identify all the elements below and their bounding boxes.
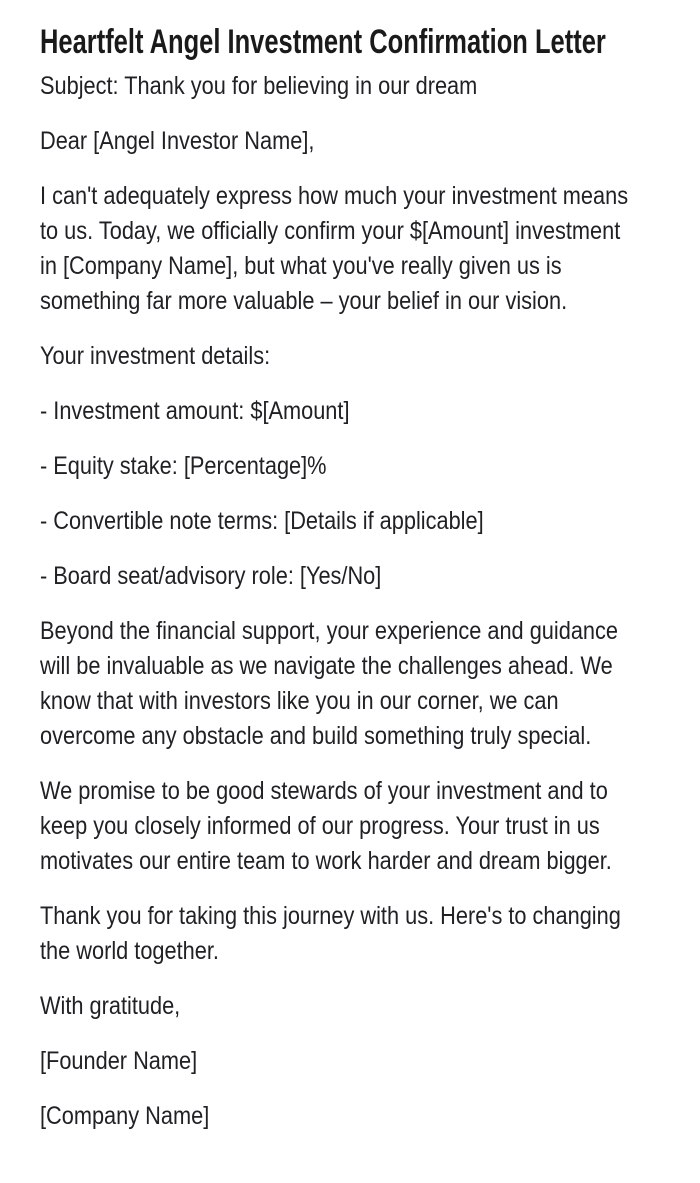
text-line: I can't adequately express how much your investment means <box>40 182 629 210</box>
text-line: [Company Name] <box>40 1102 210 1130</box>
detail-convertible-note <box>40 504 700 539</box>
text-line: - Equity stake: [Percentage]% <box>40 452 327 480</box>
text-line: to us. Today, we officially confirm your $[Amount] investment <box>40 217 621 245</box>
closing-paragraph <box>40 899 700 969</box>
text-line: Dear [Angel Investor Name], <box>40 127 315 155</box>
text-line: Beyond the financial support, your experience and guidance <box>40 617 618 645</box>
detail-board-seat <box>40 559 700 594</box>
text-line: - Convertible note terms: [Details if applicable] <box>40 507 484 535</box>
letter-body <box>40 69 700 1134</box>
text-line: keep you closely informed of our progress. Your trust in us <box>40 812 600 840</box>
signoff <box>40 989 700 1024</box>
text-line: We promise to be good stewards of your investment and to <box>40 777 608 805</box>
text-line: Your investment details: <box>40 342 271 370</box>
text-line: motivates our entire team to work harder and dream bigger. <box>40 847 612 875</box>
text-line: will be invaluable as we navigate the challenges ahead. We <box>40 652 613 680</box>
text-line: - Board seat/advisory role: [Yes/No] <box>40 562 382 590</box>
detail-equity-stake <box>40 449 700 484</box>
text-line: Thank you for taking this journey with us. Here's to changing <box>40 902 621 930</box>
detail-investment-amount <box>40 394 700 429</box>
text-line: know that with investors like you in our corner, we can <box>40 687 559 715</box>
text-line: in [Company Name], but what you've really given us is <box>40 252 562 280</box>
details-heading <box>40 339 700 374</box>
subject-line <box>40 69 700 104</box>
letter-title: Heartfelt Angel Investment Confirmation Letter <box>40 23 606 61</box>
text-line: [Founder Name] <box>40 1047 198 1075</box>
text-line: something far more valuable – your belief in our vision. <box>40 287 568 315</box>
stewardship-paragraph <box>40 774 700 879</box>
support-paragraph <box>40 614 700 754</box>
text-line: Subject: Thank you for believing in our dream <box>40 72 478 100</box>
salutation <box>40 124 700 159</box>
text-line: overcome any obstacle and build something truly special. <box>40 722 592 750</box>
company-name <box>40 1099 700 1134</box>
text-line: the world together. <box>40 937 219 965</box>
intro-paragraph <box>40 179 700 319</box>
text-line: With gratitude, <box>40 992 181 1020</box>
founder-name <box>40 1044 700 1079</box>
text-line: - Investment amount: $[Amount] <box>40 397 350 425</box>
